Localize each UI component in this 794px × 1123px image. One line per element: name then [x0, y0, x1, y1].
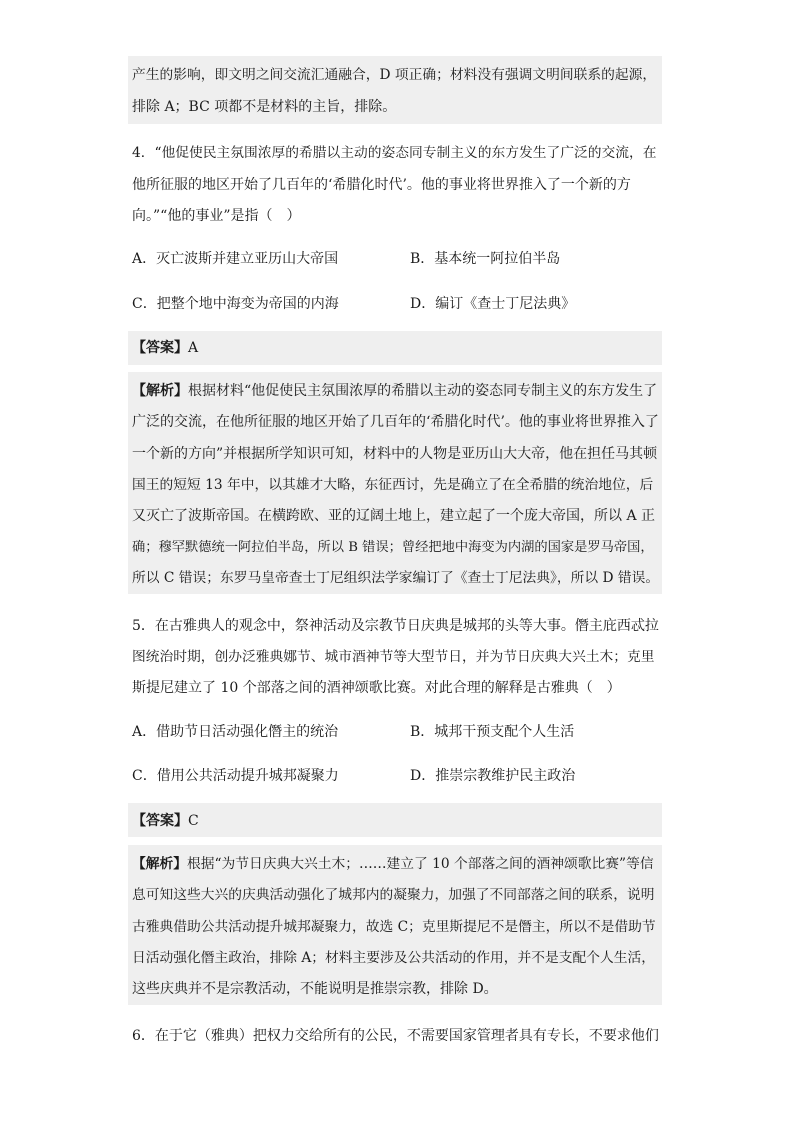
- q4-stem-line-2: 他所征服的地区开始了几百年的‘希腊化时代’。他的事业将世界推入了一个新的方: [132, 177, 631, 193]
- q5-answer-tag: 【答案】: [132, 813, 188, 829]
- q5-analysis-line-3: 古雅典借助公共活动提升城邦凝聚力，故选 C；克里斯提尼不是僭主，所以不是借助节: [132, 919, 656, 935]
- q5-stem-line-3: 斯提尼建立了 10 个部落之间的酒神颂歌比赛。对此合理的解释是古雅典（ ）: [132, 680, 621, 696]
- q4-answer-value: A: [188, 340, 199, 356]
- q4-analysis-tag: 【解析】: [132, 383, 188, 399]
- q4-stem-line-3: 向。”“他的事业”是指（ ）: [132, 208, 301, 224]
- q4-option-a: A．灭亡波斯并建立亚历山大帝国: [132, 251, 339, 267]
- q6-stem-line-1: 6．在于它（雅典）把权力交给所有的公民，不需要国家管理者具有专长，不要求他们: [132, 1028, 659, 1044]
- q4-analysis-line-2: 广泛的交流，在他所征服的地区开始了几百年的‘希腊化时代’。他的事业将世界推入了: [132, 414, 659, 430]
- q5-stem-line-2: 图统治时期，创办泛雅典娜节、城市酒神节等大型节日，并为节日庆典大兴土木；克里: [132, 649, 655, 665]
- q4-analysis-line-6: 确；穆罕默德统一阿拉伯半岛，所以 B 错误；曾经把地中海变为内湖的国家是罗马帝国，: [132, 540, 654, 555]
- q5-option-c: C．借用公共活动提升城邦凝聚力: [132, 768, 339, 784]
- q5-option-d: D．推崇宗教维护民主政治: [410, 768, 576, 784]
- q4-option-d: D．编订《查士丁尼法典》: [410, 296, 576, 312]
- q4-answer-tag: 【答案】: [132, 340, 188, 356]
- q4-analysis-line-4: 国王的短短 13 年中，以其雄才大略，东征西讨，先是确立了在全希腊的统治地位，后: [132, 477, 654, 493]
- q5-stem-line-1: 5．在古雅典人的观念中，祭神活动及宗教节日庆典是城邦的头等大事。僭主庇西忒拉: [132, 618, 659, 634]
- analysis-prev-line-2: 排除 A；BC 项都不是材料的主旨，排除。: [132, 99, 397, 115]
- q4-analysis-line-7: 所以 C 错误；东罗马皇帝查士丁尼组织法学家编订了《查士丁尼法典》，所以 D 错误。: [132, 570, 660, 586]
- q5-analysis-line-4: 日活动强化僭主政治，排除 A；材料主要涉及公共活动的作用，并不是支配个人生活，: [132, 950, 656, 966]
- q5-analysis-tag: 【解析】: [132, 856, 188, 872]
- q5-answer-shade: [128, 803, 662, 837]
- q4-answer: [132, 337, 198, 359]
- q4-analysis-line-5: 又灭亡了波斯帝国。在横跨欧、亚的辽阔土地上，建立起了一个庞大帝国，所以 A 正: [132, 508, 656, 524]
- q4-analysis-line-1: [132, 380, 657, 402]
- q4-analysis-line-3: 一个新的方向”并根据所学知识可知，材料中的人物是亚历山大大帝，他在担任马其顿: [132, 446, 658, 462]
- q5-analysis-first: 根据“为节日庆典大兴土木；……建立了 10 个部落之间的酒神颂歌比赛”等信: [187, 856, 654, 872]
- q4-stem-line-1: 4．“他促使民主氛围浓厚的希腊以主动的姿态同专制主义的东方发生了广泛的交流，在: [132, 145, 657, 161]
- q4-option-b: B．基本统一阿拉伯半岛: [410, 251, 561, 267]
- q4-analysis-first: 根据材料“他促使民主氛围浓厚的希腊以主动的姿态同专制主义的东方发生了: [188, 383, 658, 399]
- q5-analysis-line-1: [132, 853, 654, 875]
- analysis-prev-line-1: 产生的影响，即文明之间交流汇通融合，D 项正确；材料没有强调文明间联系的起源，: [132, 67, 657, 83]
- q5-option-b: B．城邦干预支配个人生活: [410, 724, 575, 740]
- q5-analysis-line-5: 这些庆典并不是宗教活动，不能说明是推崇宗教，排除 D。: [132, 981, 498, 997]
- q4-answer-shade: [128, 331, 662, 365]
- q4-option-c: C．把整个地中海变为帝国的内海: [132, 296, 339, 312]
- q5-answer: [132, 810, 199, 832]
- q5-answer-value: C: [188, 813, 199, 829]
- q5-analysis-line-2: 息可知这些大兴的庆典活动强化了城邦内的凝聚力，加强了不同部落之间的联系，说明: [132, 887, 655, 903]
- q5-option-a: A．借助节日活动强化僭主的统治: [132, 724, 339, 740]
